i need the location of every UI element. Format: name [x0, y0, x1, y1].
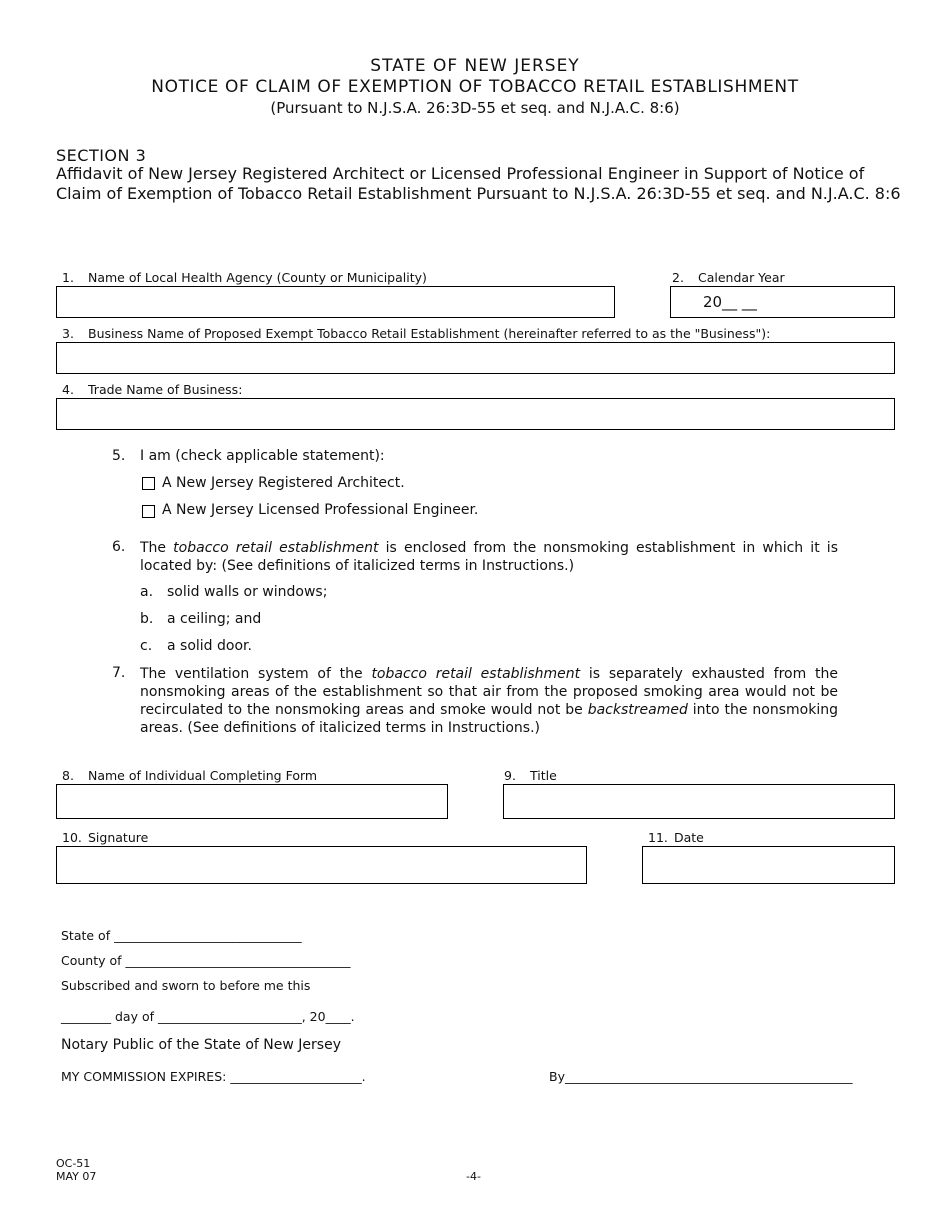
form-date: MAY 07 [56, 1170, 97, 1183]
engineer-option-label: A New Jersey Licensed Professional Engineer. [162, 502, 479, 518]
signature-field[interactable] [56, 846, 587, 884]
item-6c: c. a solid door. [140, 638, 252, 654]
item-6b: b. a ceiling; and [140, 611, 262, 627]
form-title: NOTICE OF CLAIM OF EXEMPTION OF TOBACCO RETAIL ESTABLISHMENT [151, 77, 799, 97]
date-field[interactable] [642, 846, 895, 884]
notary-day-line: ________ day of _______________________, 20____. [61, 1009, 355, 1024]
form-number: OC-51 [56, 1157, 91, 1170]
trade-name-input[interactable] [57, 399, 894, 429]
page-number: -4- [466, 1170, 481, 1183]
local-health-agency-input[interactable] [57, 287, 614, 317]
section-title: SECTION 3 [56, 146, 147, 165]
architect-option-label: A New Jersey Registered Architect. [162, 475, 405, 491]
engineer-checkbox[interactable] [142, 505, 155, 518]
item-7-text: The ventilation system of the tobacco retail establishment is separately exhausted from the nonsmoking areas of the establishment so that air from the proposed smoking area would not be recirculated to the nonsmoking areas and smoke would not be backstreamed into the nonsmoking areas. (See definitions of italicized terms in Instructions.) [140, 666, 838, 736]
item-6-text: The tobacco retail establishment is enclosed from the nonsmoking establishment in which it is located by: (See definitions of italicized terms in Instructions.) [140, 540, 838, 574]
field-4-label: 4. Trade Name of Business: [62, 382, 243, 397]
field-2-label: 2. Calendar Year [672, 270, 785, 285]
notary-state-line: State of ______________________________ [61, 928, 302, 943]
commission-expires-line: MY COMMISSION EXPIRES: _____________________. [61, 1069, 366, 1084]
item-5-prompt: 5. I am (check applicable statement): [112, 448, 385, 464]
notary-public-text: Notary Public of the State of New Jersey [61, 1037, 341, 1053]
calendar-year-field[interactable]: 20__ __ [670, 286, 895, 318]
item-7-number: 7. [112, 665, 126, 681]
business-name-input[interactable] [57, 343, 894, 373]
individual-name-input[interactable] [57, 785, 447, 818]
local-health-agency-field[interactable] [56, 286, 615, 318]
signature-input[interactable] [57, 847, 586, 883]
statute-reference: (Pursuant to N.J.S.A. 26:3D-55 et seq. and N.J.A.C. 8:6) [270, 99, 680, 117]
field-1-label: 1. Name of Local Health Agency (County or Municipality) [62, 270, 427, 285]
affidavit-heading: Affidavit of New Jersey Registered Architect or Licensed Professional Engineer in Support of Notice of Claim of Exemption of Tobacco Retail Establishment Pursuant to N.J.S.A. 26:3D-55 et seq. and N.J.A.C. 8:6 [56, 164, 901, 203]
field-3-label: 3. Business Name of Proposed Exempt Tobacco Retail Establishment (hereinafter referred to as the "Business"): [62, 326, 771, 341]
field-8-label: 8. Name of Individual Completing Form [62, 768, 318, 783]
field-11-label: 11. Date [648, 830, 704, 845]
architect-checkbox[interactable] [142, 477, 155, 490]
state-title: STATE OF NEW JERSEY [370, 56, 580, 76]
item-6-number: 6. [112, 539, 126, 555]
field-9-label: 9. Title [504, 768, 557, 783]
trade-name-field[interactable] [56, 398, 895, 430]
notary-county-line: County of ____________________________________ [61, 953, 351, 968]
notary-sworn-text: Subscribed and sworn to before me this [61, 978, 311, 993]
item-6a: a. solid walls or windows; [140, 584, 328, 600]
title-input[interactable] [504, 785, 894, 818]
individual-name-field[interactable] [56, 784, 448, 819]
by-signature-line: By______________________________________________ [549, 1069, 853, 1084]
field-10-label: 10. Signature [62, 830, 149, 845]
date-input[interactable] [643, 847, 894, 883]
business-name-field[interactable] [56, 342, 895, 374]
title-field[interactable] [503, 784, 895, 819]
